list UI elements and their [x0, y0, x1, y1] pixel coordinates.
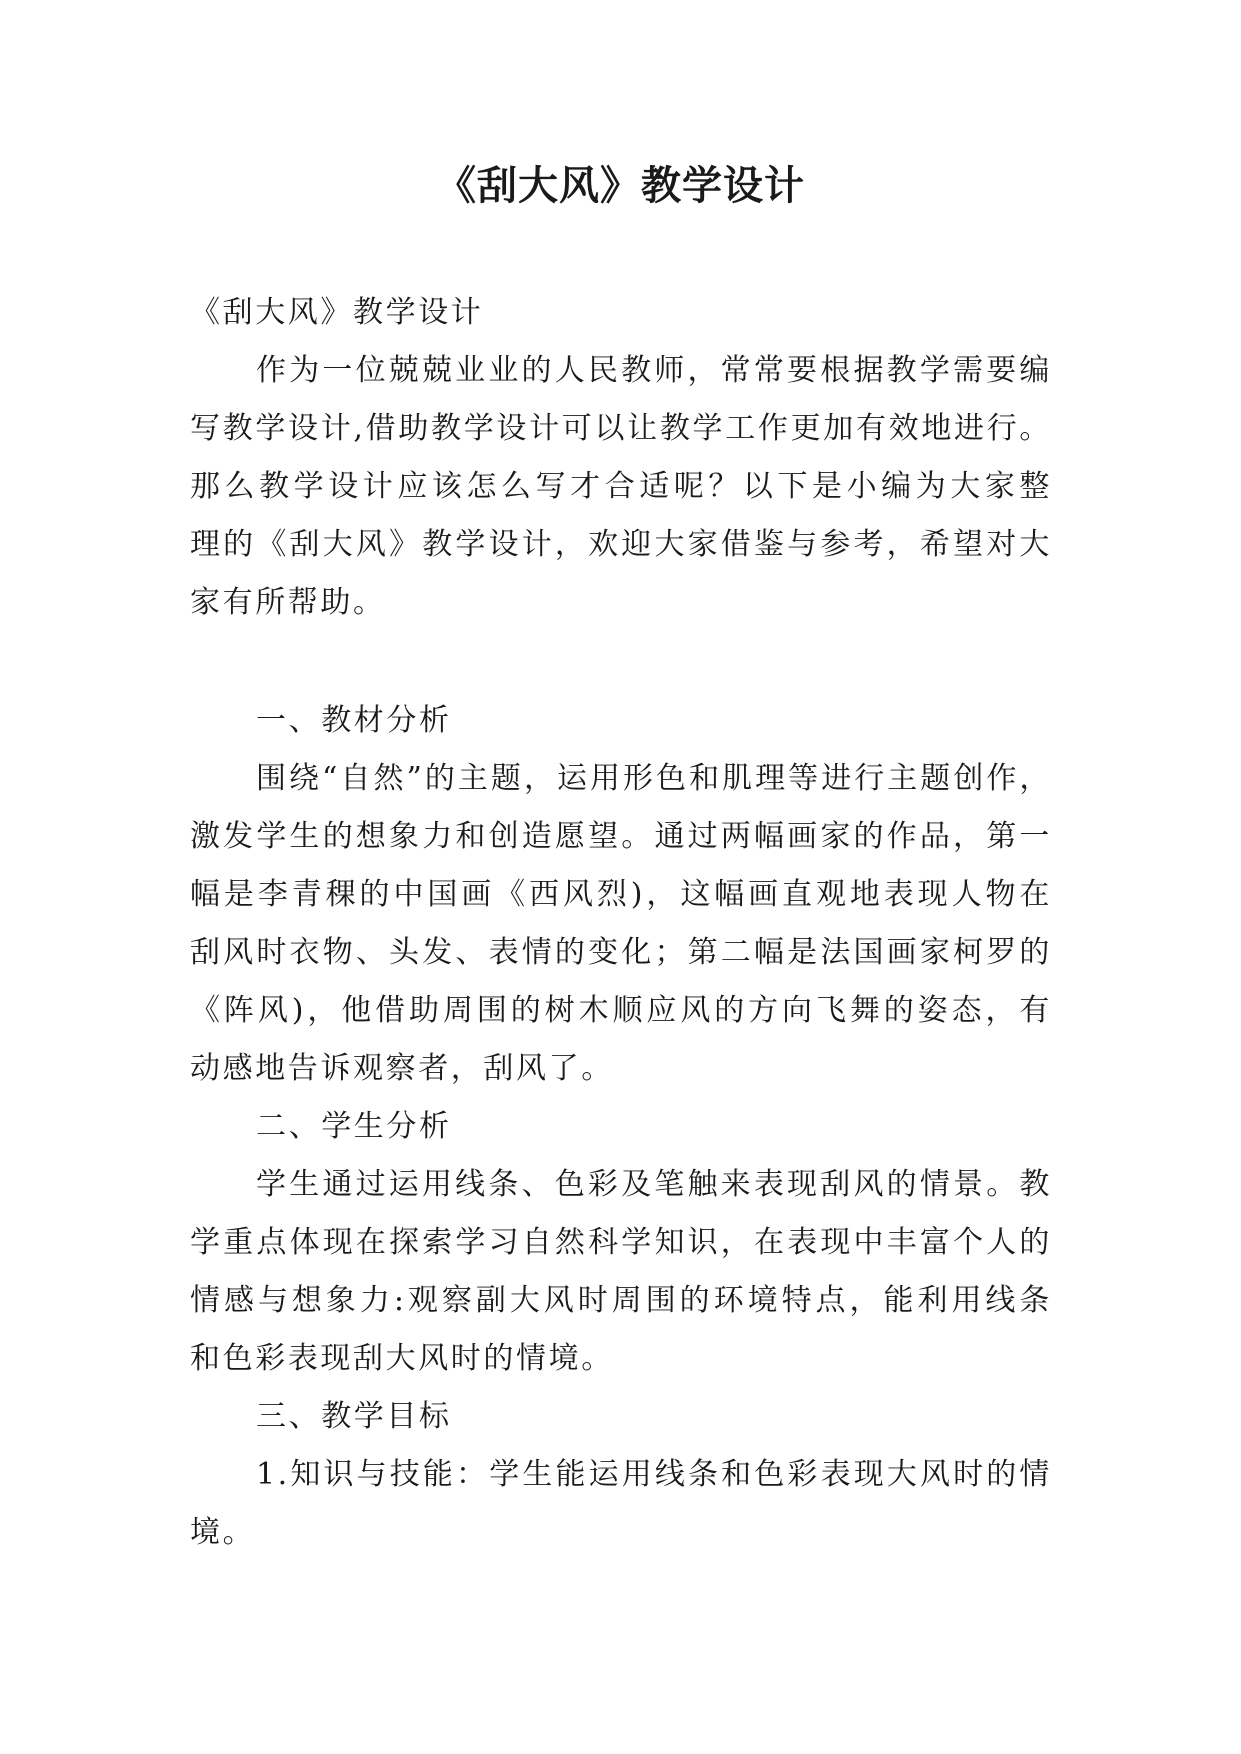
- paragraph-line: 作为一位兢兢业业的人民教师，常常要根据教学需要编: [256, 353, 1052, 388]
- paragraph-line: 写教学设计,借助教学设计可以让教学工作更加有效地进行。: [190, 411, 1052, 446]
- paragraph-line: 和色彩表现刮大风时的情境。: [190, 1341, 614, 1376]
- paragraph-line: 动感地告诉观察者，刮风了。: [190, 1051, 614, 1086]
- section-heading: 三、教学目标: [256, 1399, 452, 1434]
- intro-paragraph: [190, 342, 1052, 632]
- paragraph-line: 那么教学设计应该怎么写才合适呢？以下是小编为大家整: [190, 469, 1052, 504]
- paragraph-line: 学重点体现在探索学习自然科学知识，在表现中丰富个人的: [190, 1225, 1052, 1260]
- paragraph-line: 理的《刮大风》教学设计，欢迎大家借鉴与参考，希望对大: [190, 527, 1052, 562]
- paragraph-line: 家有所帮助。: [190, 585, 386, 620]
- paragraph-line: 境。: [190, 1515, 256, 1550]
- paragraph-line: 围绕“自然”的主题，运用形色和肌理等进行主题创作，: [256, 761, 1052, 796]
- paragraph-line: 幅是李青稞的中国画《西风烈)，这幅画直观地表现人物在: [190, 877, 1052, 912]
- paragraph-line: 《阵风)，他借助周围的树木顺应风的方向飞舞的姿态，有: [190, 993, 1052, 1028]
- section-paragraph: [190, 1156, 1052, 1388]
- section-paragraph: [190, 1446, 1052, 1562]
- paragraph-line: 刮风时衣物、头发、表情的变化；第二幅是法国画家柯罗的: [190, 935, 1052, 970]
- spacer: [190, 632, 1052, 692]
- paragraph-line: 情感与想象力:观察副大风时周围的环境特点，能利用线条: [190, 1283, 1052, 1318]
- section-heading: 一、教材分析: [256, 703, 452, 738]
- section-heading: 二、学生分析: [256, 1109, 452, 1144]
- paragraph-line: 激发学生的想象力和创造愿望。通过两幅画家的作品，第一: [190, 819, 1052, 854]
- document-body: [190, 284, 1052, 1562]
- paragraph-line: 1.知识与技能：学生能运用线条和色彩表现大风时的情: [256, 1457, 1052, 1492]
- paragraph-line: 学生通过运用线条、色彩及笔触来表现刮风的情景。教: [256, 1167, 1052, 1202]
- subtitle: 《刮大风》教学设计: [190, 295, 484, 330]
- document-title: 《刮大风》教学设计: [436, 162, 805, 209]
- section-paragraph: [190, 750, 1052, 1098]
